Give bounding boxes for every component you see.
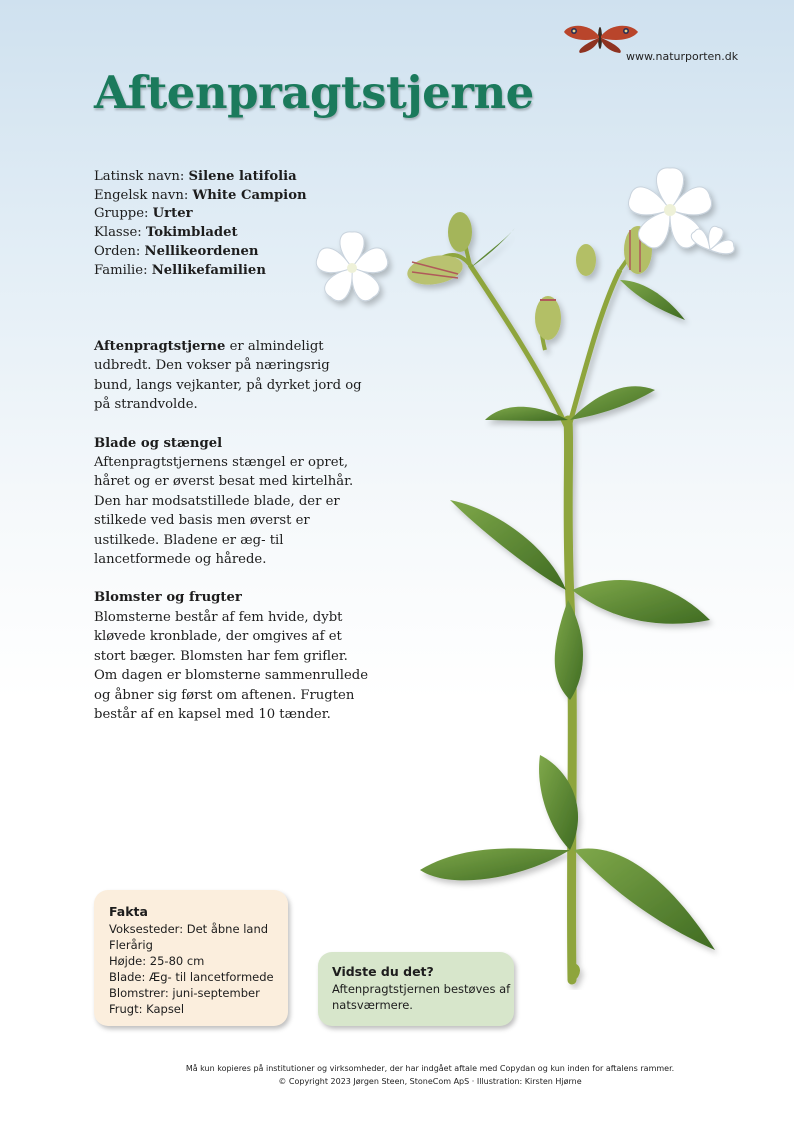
english-name-row: Engelsk navn: White Campion — [94, 187, 307, 203]
section-heading: Blade og stængel — [94, 435, 223, 451]
section-text: Blomsterne består af fem hvide, dybt kløvede kronblade, der omgives af et stort bæger. Blomsten har fem grifler. Om dagen er blomsterne sammenrullede og åbner sig først om aftenen. Frugten består af en kapsel med 10 tænder. — [94, 609, 369, 722]
latin-name-row: Latinsk navn: Silene latifolia — [94, 169, 297, 184]
facts-line: Voksesteder: Det åbne land — [109, 922, 269, 936]
facts-line: Blade: Æg- til lancetformede — [109, 970, 274, 984]
family-row: Familie: Nellikefamilien — [94, 262, 266, 278]
order-row: Orden: Nellikeordenen — [94, 243, 259, 259]
did-you-know-title: Vidste du det? — [332, 964, 434, 979]
class-row: Klasse: Tokimbladet — [94, 225, 238, 241]
did-you-know-box — [318, 952, 514, 1026]
taxonomy-list — [94, 168, 307, 280]
facts-line: Højde: 25-80 cm — [109, 954, 205, 968]
footer — [160, 1062, 700, 1088]
facts-line: Flerårig — [109, 938, 153, 952]
plant-illustration — [300, 150, 770, 990]
facts-title: Fakta — [109, 904, 148, 919]
facts-line: Frugt: Kapsel — [109, 1002, 185, 1016]
website-url: www.naturporten.dk — [626, 50, 739, 63]
footer-copyright: © Copyright 2023 Jørgen Steen, StoneCom ApS · Illustration: Kirsten Hjørne — [278, 1077, 582, 1086]
section-text: Aftenpragtstjernens stængel er opret, håret og er øverst besat med kirtelhår. Den har modsatstillede blade, der er stilkede ved basis men øverst er ustilkede. Bladene er æg- til lancetformede og hårede. — [94, 455, 354, 568]
page-title: Aftenpragtstjerne — [94, 66, 534, 119]
facts-box — [94, 890, 288, 1026]
butterfly-logo — [560, 18, 642, 54]
did-you-know-text: Aftenpragtstjernen bestøves af natsværmere. — [332, 982, 511, 1012]
footer-license: Må kun kopieres på institutioner og virksomheder, der har indgået aftale med Copydan og kun inden for aftalens rammer. — [185, 1064, 675, 1073]
intro-paragraph: Aftenpragtstjerne er almindeligt udbredt. Den vokser på næringsrig bund, langs vejkanter, på dyrket jord og på strandvolde. — [94, 339, 362, 413]
group-row: Gruppe: Urter — [94, 206, 193, 222]
facts-line: Blomstrer: juni-september — [109, 986, 260, 1000]
section-heading: Blomster og frugter — [94, 590, 242, 606]
